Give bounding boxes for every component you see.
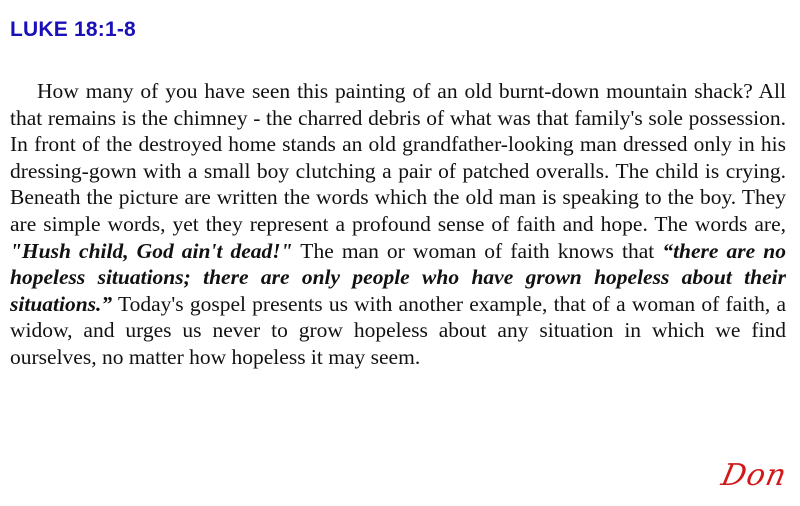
body-text-part-2: The man or woman of faith knows that (292, 238, 663, 263)
body-text-part-3: Today's gospel presents us with another example, that of a woman of faith, a widow, and urges us never to grow hopeless about any situation in which we find ourselves, no matter how hopeless it may seem. (10, 291, 786, 369)
page-title: LUKE 18:1-8 (10, 18, 136, 41)
author-signature: Don (717, 458, 790, 493)
body-text-part-1: How many of you have seen this painting of an old burnt-down mountain shack? All that remains is the chimney - the charred debris of what was that family's sole possession. In front of the destroyed home stands an old grandfather-looking man dressed only in his dressing-gown with a small boy clutching a pair of patched overalls. The child is crying. Beneath the picture are written the words which the old man is speaking to the boy. They are simple words, yet they represent a profound sense of faith and hope. The words are, (10, 79, 786, 236)
body-paragraph (10, 78, 786, 371)
quote-hush-child: "Hush child, God ain't dead!" (10, 238, 293, 263)
quote-hopeless-situations: “there are no hopeless situations; there are only people who have grown hopeless about their situations.” (10, 238, 786, 316)
